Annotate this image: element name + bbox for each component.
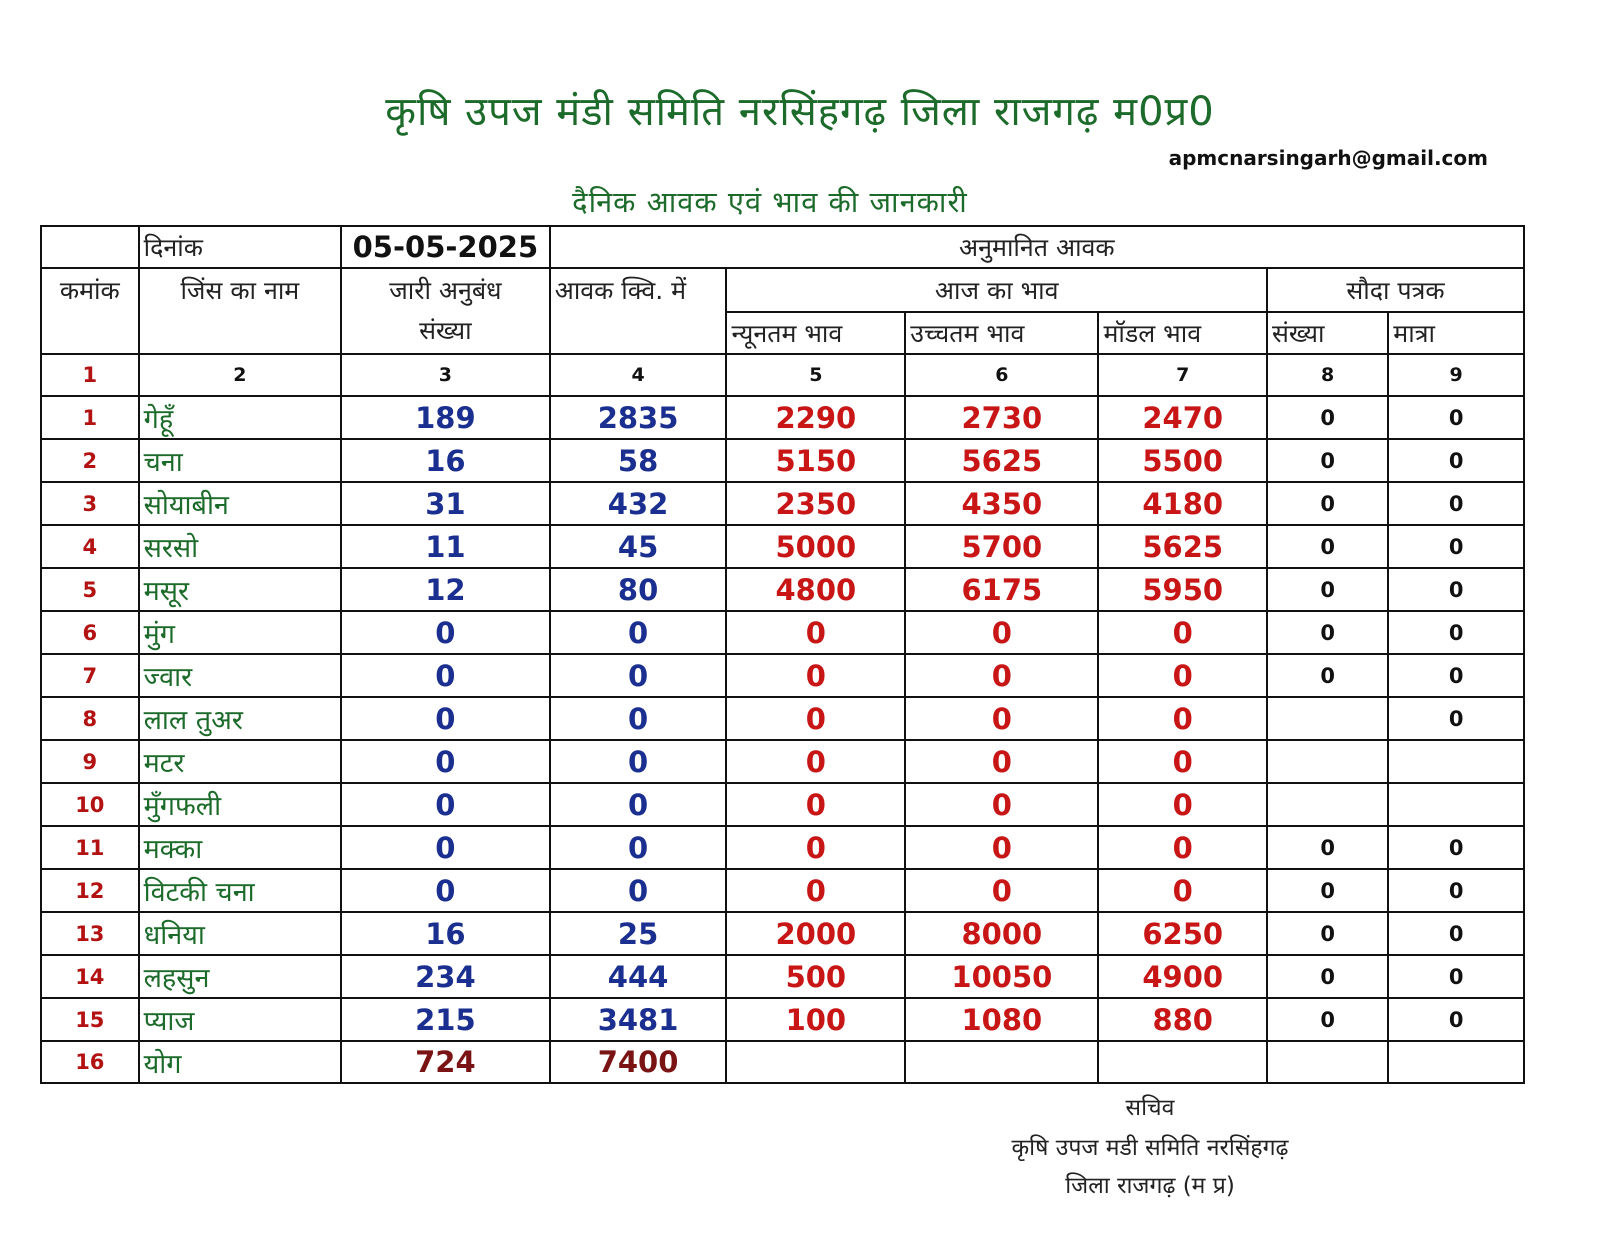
sauda-count [1267, 783, 1388, 826]
sauda-count: 0 [1267, 912, 1388, 955]
crop-name: मुँगफली [139, 783, 341, 826]
contracts-count: 0 [341, 826, 550, 869]
sauda-qty-header: मात्रा [1388, 312, 1524, 354]
serial-number: 11 [41, 826, 139, 869]
page-subtitle: दैनिक आवक एवं भाव की जानकारी [572, 185, 968, 219]
crop-name: सरसो [139, 525, 341, 568]
model-price: 4900 [1098, 955, 1267, 998]
serial-number: 2 [41, 439, 139, 482]
column-number: 6 [905, 354, 1098, 396]
max-price: 2730 [905, 396, 1098, 439]
model-price: 0 [1098, 826, 1267, 869]
max-price: 0 [905, 740, 1098, 783]
contracts-count: 0 [341, 869, 550, 912]
min-price: 0 [726, 826, 905, 869]
serial-number: 9 [41, 740, 139, 783]
price-arrival-table [40, 225, 1525, 1084]
crop-name: धनिया [139, 912, 341, 955]
table-row [41, 396, 1524, 439]
serial-number: 14 [41, 955, 139, 998]
arrival-quantity: 3481 [550, 998, 727, 1041]
crop-name: गेहूँ [139, 396, 341, 439]
crop-name: लाल तुअर [139, 697, 341, 740]
contracts-count: 189 [341, 396, 550, 439]
contracts-count: 0 [341, 783, 550, 826]
contracts-count: 16 [341, 912, 550, 955]
model-price: 0 [1098, 783, 1267, 826]
min-price: 2350 [726, 482, 905, 525]
serial-number: 13 [41, 912, 139, 955]
max-price: 0 [905, 783, 1098, 826]
column-number: 8 [1267, 354, 1388, 396]
min-price-header: न्यूनतम भाव [726, 312, 905, 354]
sauda-count: 0 [1267, 396, 1388, 439]
serial-header: कमांक [41, 268, 139, 354]
model-price: 0 [1098, 869, 1267, 912]
arrival-quantity: 80 [550, 568, 727, 611]
arrival-header: आवक क्वि. में [550, 268, 727, 354]
sauda-patrak-header: सौदा पत्रक [1267, 268, 1524, 312]
table-row [41, 654, 1524, 697]
column-number: 3 [341, 354, 550, 396]
sauda-qty: 0 [1388, 826, 1524, 869]
serial-number: 15 [41, 998, 139, 1041]
max-price: 0 [905, 654, 1098, 697]
max-price: 5625 [905, 439, 1098, 482]
table-row [41, 482, 1524, 525]
sauda-count: 0 [1267, 568, 1388, 611]
sauda-count: 0 [1267, 654, 1388, 697]
table-row [41, 869, 1524, 912]
crop-name: मुंग [139, 611, 341, 654]
model-price: 5625 [1098, 525, 1267, 568]
min-price: 500 [726, 955, 905, 998]
min-price: 0 [726, 697, 905, 740]
column-number: 2 [139, 354, 341, 396]
sauda-count: 0 [1267, 525, 1388, 568]
column-number: 4 [550, 354, 727, 396]
sauda-count: 0 [1267, 611, 1388, 654]
sauda-qty: 0 [1388, 955, 1524, 998]
sauda-qty: 0 [1388, 998, 1524, 1041]
arrival-quantity: 45 [550, 525, 727, 568]
min-price: 2290 [726, 396, 905, 439]
serial-number: 7 [41, 654, 139, 697]
max-price: 4350 [905, 482, 1098, 525]
total-row [41, 1041, 1524, 1083]
max-price: 0 [905, 697, 1098, 740]
max-price: 10050 [905, 955, 1098, 998]
max-price: 0 [905, 611, 1098, 654]
arrival-quantity: 2835 [550, 396, 727, 439]
sauda-count: 0 [1267, 439, 1388, 482]
contracts-count: 16 [341, 439, 550, 482]
min-price: 0 [726, 740, 905, 783]
table-row [41, 525, 1524, 568]
min-price: 5000 [726, 525, 905, 568]
crop-name: प्याज [139, 998, 341, 1041]
crop-name: विटकी चना [139, 869, 341, 912]
date-label: दिनांक [139, 226, 341, 268]
serial-number: 1 [41, 396, 139, 439]
sauda-qty: 0 [1388, 912, 1524, 955]
sauda-count: 0 [1267, 998, 1388, 1041]
empty-cell [1388, 1041, 1524, 1083]
max-price: 0 [905, 826, 1098, 869]
max-price: 0 [905, 869, 1098, 912]
contracts-count: 12 [341, 568, 550, 611]
contracts-count: 234 [341, 955, 550, 998]
table-row [41, 611, 1524, 654]
sauda-count: 0 [1267, 955, 1388, 998]
column-number: 1 [41, 354, 139, 396]
contracts-count: 0 [341, 697, 550, 740]
model-price: 5950 [1098, 568, 1267, 611]
total-label: योग [139, 1041, 341, 1083]
contracts-count: 31 [341, 482, 550, 525]
max-price: 8000 [905, 912, 1098, 955]
empty-cell [1098, 1041, 1267, 1083]
arrival-quantity: 444 [550, 955, 727, 998]
sauda-count [1267, 697, 1388, 740]
signatory-designation: सचिव [1125, 1095, 1175, 1121]
serial-number: 12 [41, 869, 139, 912]
table-row [41, 998, 1524, 1041]
serial-number: 5 [41, 568, 139, 611]
crop-name: लहसुन [139, 955, 341, 998]
max-price-header: उच्चतम भाव [905, 312, 1098, 354]
arrival-quantity: 0 [550, 783, 727, 826]
model-price: 0 [1098, 740, 1267, 783]
contracts-count: 0 [341, 740, 550, 783]
crop-name: चना [139, 439, 341, 482]
max-price: 1080 [905, 998, 1098, 1041]
sauda-count: 0 [1267, 869, 1388, 912]
arrival-quantity: 0 [550, 611, 727, 654]
sauda-qty: 0 [1388, 697, 1524, 740]
sauda-qty [1388, 740, 1524, 783]
model-price: 2470 [1098, 396, 1267, 439]
corner-cell [41, 226, 139, 268]
column-number-row [41, 354, 1524, 396]
model-price: 0 [1098, 611, 1267, 654]
model-price: 6250 [1098, 912, 1267, 955]
table-row [41, 568, 1524, 611]
model-price: 880 [1098, 998, 1267, 1041]
arrival-quantity: 0 [550, 740, 727, 783]
sauda-qty: 0 [1388, 869, 1524, 912]
arrival-quantity: 0 [550, 654, 727, 697]
date-value: 05-05-2025 [341, 226, 550, 268]
table-row [41, 740, 1524, 783]
min-price: 4800 [726, 568, 905, 611]
contracts-count: 11 [341, 525, 550, 568]
page-title: कृषि उपज मंडी समिति नरसिंहगढ़ जिला राजगढ़ म0प्र0 [385, 89, 1215, 135]
contact-email: apmcnarsingarh@gmail.com [1168, 146, 1488, 170]
arrival-quantity: 432 [550, 482, 727, 525]
min-price: 0 [726, 654, 905, 697]
total-arrival: 7400 [550, 1041, 727, 1083]
sauda-count: 0 [1267, 826, 1388, 869]
model-price: 5500 [1098, 439, 1267, 482]
sauda-count [1267, 740, 1388, 783]
sauda-qty: 0 [1388, 482, 1524, 525]
empty-cell [1267, 1041, 1388, 1083]
arrival-quantity: 0 [550, 826, 727, 869]
table-row [41, 697, 1524, 740]
column-number: 9 [1388, 354, 1524, 396]
contracts-count: 215 [341, 998, 550, 1041]
arrival-quantity: 25 [550, 912, 727, 955]
crop-name: मक्का [139, 826, 341, 869]
max-price: 6175 [905, 568, 1098, 611]
serial-number: 10 [41, 783, 139, 826]
sauda-qty: 0 [1388, 439, 1524, 482]
min-price: 0 [726, 869, 905, 912]
sauda-qty: 0 [1388, 611, 1524, 654]
sauda-qty: 0 [1388, 654, 1524, 697]
sauda-qty: 0 [1388, 525, 1524, 568]
column-number: 5 [726, 354, 905, 396]
serial-number: 4 [41, 525, 139, 568]
contracts-count: 0 [341, 654, 550, 697]
sauda-count-header: संख्या [1267, 312, 1388, 354]
table-row [41, 826, 1524, 869]
crop-name: ज्वार [139, 654, 341, 697]
table-row [41, 955, 1524, 998]
table-row [41, 912, 1524, 955]
crop-name: मटर [139, 740, 341, 783]
arrival-quantity: 58 [550, 439, 727, 482]
contracts-header-line2: संख्या [419, 316, 472, 345]
arrival-quantity: 0 [550, 869, 727, 912]
empty-cell [726, 1041, 905, 1083]
sauda-count: 0 [1267, 482, 1388, 525]
contracts-header-line1: जारी अनुबंध [389, 276, 502, 305]
total-contracts: 724 [341, 1041, 550, 1083]
sauda-qty: 0 [1388, 568, 1524, 611]
signatory-district: जिला राजगढ़ (म प्र) [1065, 1173, 1235, 1199]
table-row [41, 783, 1524, 826]
crop-name: सोयाबीन [139, 482, 341, 525]
min-price: 0 [726, 611, 905, 654]
empty-cell [905, 1041, 1098, 1083]
column-number: 7 [1098, 354, 1267, 396]
todays-price-header: आज का भाव [726, 268, 1267, 312]
contracts-header [341, 268, 550, 354]
min-price: 100 [726, 998, 905, 1041]
serial-number: 3 [41, 482, 139, 525]
model-price: 0 [1098, 654, 1267, 697]
sauda-qty: 0 [1388, 396, 1524, 439]
serial-number: 8 [41, 697, 139, 740]
model-price: 4180 [1098, 482, 1267, 525]
model-price-header: मॉडल भाव [1098, 312, 1267, 354]
min-price: 5150 [726, 439, 905, 482]
estimated-arrival-header: अनुमानित आवक [550, 226, 1524, 268]
crop-name: मसूर [139, 568, 341, 611]
total-serial-number: 16 [41, 1041, 139, 1083]
min-price: 0 [726, 783, 905, 826]
max-price: 5700 [905, 525, 1098, 568]
min-price: 2000 [726, 912, 905, 955]
contracts-count: 0 [341, 611, 550, 654]
sauda-qty [1388, 783, 1524, 826]
signatory-organization: कृषि उपज मडी समिति नरसिंहगढ़ [1011, 1135, 1289, 1161]
arrival-quantity: 0 [550, 697, 727, 740]
serial-number: 6 [41, 611, 139, 654]
table-row [41, 439, 1524, 482]
crop-name-header: जिंस का नाम [139, 268, 341, 354]
model-price: 0 [1098, 697, 1267, 740]
